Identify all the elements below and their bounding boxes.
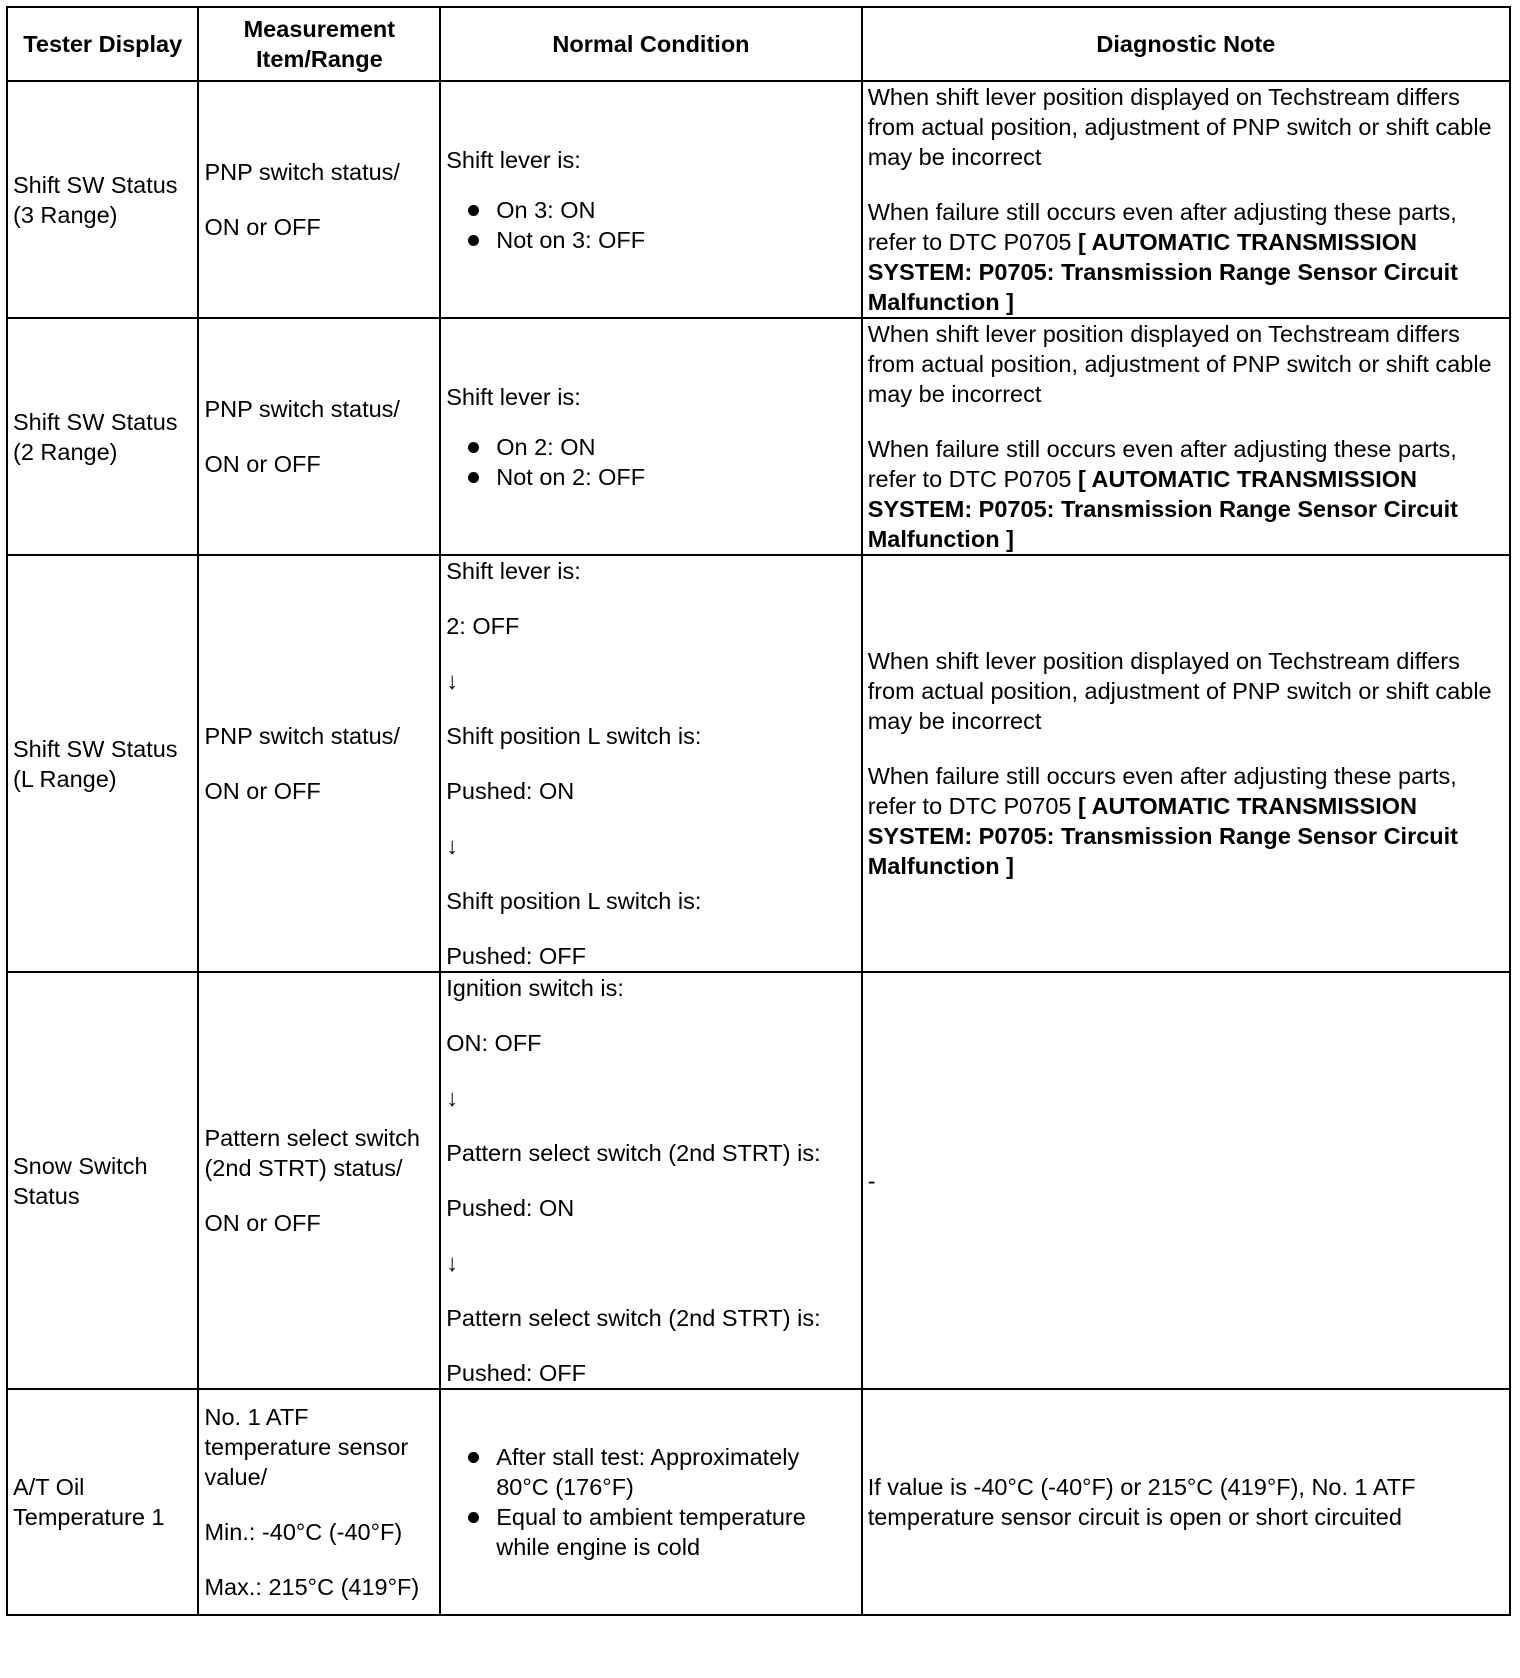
condition-bullet: After stall test: Approximately 80°C (176°F) xyxy=(468,1442,855,1502)
header-row xyxy=(7,7,1510,81)
diagnostic-note-cell: - xyxy=(862,972,1510,1389)
diagnostic-note-cell xyxy=(862,318,1510,555)
condition-step: Pattern select switch (2nd STRT) is: xyxy=(446,1140,821,1166)
diagnostic-ref-intro: When failure still occurs even after adjusting these parts, refer to DTC P0705 xyxy=(867,763,1457,819)
diagnostic-text: When shift lever position displayed on Techstream differs from actual position, adjustment of PNP switch or shift cable may be incorrect xyxy=(867,84,1492,170)
condition-step: Ignition switch is: xyxy=(446,975,624,1001)
measurement-item: PNP switch status/ xyxy=(204,159,400,185)
header-measurement: Measurement Item/Range xyxy=(198,7,440,81)
header-diagnostic-note: Diagnostic Note xyxy=(862,7,1510,81)
condition-list xyxy=(446,1442,855,1562)
diagnostic-ref-intro: When failure still occurs even after adjusting these parts, refer to DTC P0705 xyxy=(867,436,1457,492)
condition-intro: Shift lever is: xyxy=(446,383,581,410)
condition-bullet: Equal to ambient temperature while engine is cold xyxy=(468,1502,855,1562)
table-row xyxy=(7,555,1510,972)
diagnostic-note-cell xyxy=(862,81,1510,318)
diagnostic-text xyxy=(868,434,1504,554)
down-arrow-icon: ↓ xyxy=(446,833,458,859)
table-row xyxy=(7,81,1510,318)
down-arrow-icon: ↓ xyxy=(446,668,458,694)
tester-display-cell: Shift SW Status (L Range) xyxy=(7,555,198,972)
diagnostic-text xyxy=(868,761,1504,881)
condition-step: Shift lever is: xyxy=(446,558,581,584)
condition-step: Pattern select switch (2nd STRT) is: xyxy=(446,1305,821,1331)
down-arrow-icon: ↓ xyxy=(446,1085,458,1111)
measurement-range: ON or OFF xyxy=(204,214,321,240)
table-row xyxy=(7,972,1510,1389)
condition-step: Pushed: OFF xyxy=(446,943,586,969)
measurement-item: PNP switch status/ xyxy=(204,723,400,749)
tester-display-cell: A/T Oil Temperature 1 xyxy=(7,1389,198,1615)
measurement-max: Max.: 215°C (419°F) xyxy=(204,1574,420,1600)
condition-step: Pushed: ON xyxy=(446,1195,575,1221)
measurement-item: Pattern select switch (2nd STRT) status/ xyxy=(204,1125,420,1181)
normal-condition-cell xyxy=(440,81,861,318)
table-row xyxy=(7,318,1510,555)
diagnostic-note-cell: If value is -40°C (-40°F) or 215°C (419°F), No. 1 ATF temperature sensor circuit is open or short circuited xyxy=(862,1389,1510,1615)
normal-condition-cell xyxy=(440,555,861,972)
condition-bullet: On 3: ON xyxy=(468,195,855,225)
down-arrow-icon: ↓ xyxy=(446,1250,458,1276)
diagnostic-text: When shift lever position displayed on Techstream differs from actual position, adjustment of PNP switch or shift cable may be incorrect xyxy=(867,648,1492,734)
measurement-range: ON or OFF xyxy=(204,451,321,477)
diagnostic-data-table xyxy=(6,6,1511,1616)
measurement-min: Min.: -40°C (-40°F) xyxy=(204,1519,403,1545)
condition-step: ON: OFF xyxy=(446,1030,542,1056)
condition-intro: Shift lever is: xyxy=(446,146,581,173)
measurement-cell xyxy=(198,1389,440,1615)
normal-condition-cell xyxy=(440,318,861,555)
condition-step: 2: OFF xyxy=(446,613,520,639)
measurement-cell xyxy=(198,81,440,318)
normal-condition-cell xyxy=(440,972,861,1389)
dtc-reference-link[interactable]: [ AUTOMATIC TRANSMISSION SYSTEM: P0705: Transmission Range Sensor Circuit Malfunction ] xyxy=(867,229,1458,315)
table-row xyxy=(7,1389,1510,1615)
condition-step: Shift position L switch is: xyxy=(446,888,702,914)
measurement-range: ON or OFF xyxy=(204,1210,321,1236)
diagnostic-text xyxy=(868,197,1504,317)
condition-step: Shift position L switch is: xyxy=(446,723,702,749)
measurement-item: No. 1 ATF temperature sensor value/ xyxy=(204,1404,409,1490)
measurement-item: PNP switch status/ xyxy=(204,396,400,422)
dtc-reference-link[interactable]: [ AUTOMATIC TRANSMISSION SYSTEM: P0705: Transmission Range Sensor Circuit Malfunction ] xyxy=(867,793,1458,879)
diagnostic-text: When shift lever position displayed on Techstream differs from actual position, adjustment of PNP switch or shift cable may be incorrect xyxy=(867,321,1492,407)
condition-list xyxy=(446,432,855,492)
condition-step: Pushed: ON xyxy=(446,778,575,804)
diagnostic-note-cell xyxy=(862,555,1510,972)
measurement-cell xyxy=(198,972,440,1389)
tester-display-cell: Shift SW Status (3 Range) xyxy=(7,81,198,318)
normal-condition-cell xyxy=(440,1389,861,1615)
measurement-cell xyxy=(198,555,440,972)
measurement-range: ON or OFF xyxy=(204,778,321,804)
dtc-reference-link[interactable]: [ AUTOMATIC TRANSMISSION SYSTEM: P0705: Transmission Range Sensor Circuit Malfunction ] xyxy=(867,466,1458,552)
condition-bullet: Not on 3: OFF xyxy=(468,225,855,255)
condition-bullet: On 2: ON xyxy=(468,432,855,462)
condition-list xyxy=(446,195,855,255)
measurement-cell xyxy=(198,318,440,555)
header-tester-display: Tester Display xyxy=(7,7,198,81)
condition-step: Pushed: OFF xyxy=(446,1360,586,1386)
condition-bullet: Not on 2: OFF xyxy=(468,462,855,492)
diagnostic-ref-intro: When failure still occurs even after adjusting these parts, refer to DTC P0705 xyxy=(867,199,1457,255)
tester-display-cell: Snow Switch Status xyxy=(7,972,198,1389)
tester-display-cell: Shift SW Status (2 Range) xyxy=(7,318,198,555)
header-normal-condition: Normal Condition xyxy=(440,7,861,81)
